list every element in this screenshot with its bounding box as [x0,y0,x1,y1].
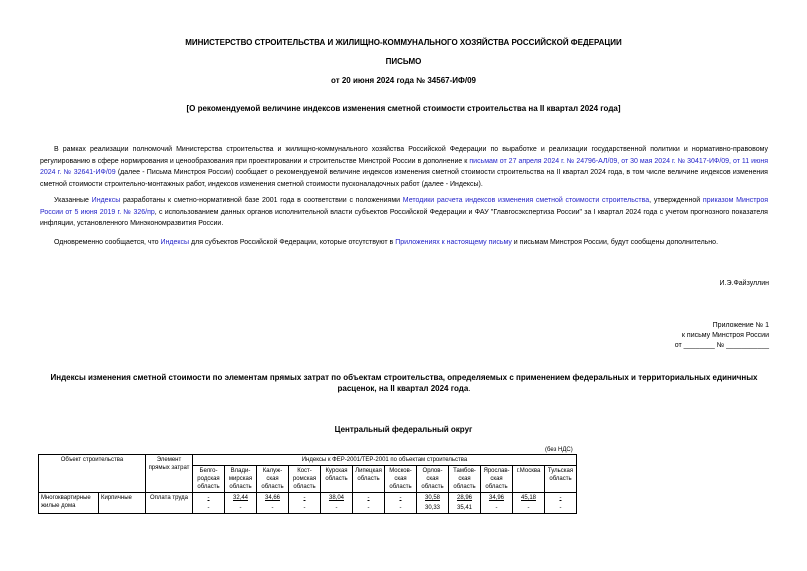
para2-text-3: , утвержденной [649,197,703,204]
doc-subject: [О рекомендуемой величине индексов изменения сметной стоимости строительства на II квартал 2024 года] [186,104,621,113]
value-cell: - [193,493,225,504]
value-cell: 32,44 [225,493,257,504]
doc-date-number: от 20 июня 2024 года № 34567-ИФ/09 [331,76,476,85]
value-cell: 30,58 [417,493,449,504]
district-heading: Центральный федеральный округ [334,425,473,434]
value-cell: - [353,493,385,504]
value-cell: - [385,503,417,514]
row-object: Многоквартирные жилые дома [39,493,99,514]
value-cell: - [385,493,417,504]
value-cell: 45,18 [513,493,545,504]
value-cell: - [321,503,353,514]
header-region: Влади-мирская область [225,466,257,493]
header-region: Калуж-ская область [257,466,289,493]
header-group: Индексы к ФЕР-2001/ТЕР-2001 по объектам строительства [193,455,577,466]
doc-type: ПИСЬМО [385,57,422,66]
value-cell: 34,66 [257,493,289,504]
para3-text-2: для субъектов Российской Федерации, которые отсутствуют в [189,239,396,246]
header-region: Кост-ромская область [289,466,321,493]
header-region: Липецкая область [353,466,385,493]
header-region: Москов-ская область [385,466,417,493]
indices-link-2[interactable]: Индексы [160,239,190,246]
value-cell: - [545,503,577,514]
appendix-line-1: Приложение № 1 [712,322,769,329]
para1-text-1: В рамках реализации полномочий Министерства строительства и жилищно-коммунального хозяйства Российской Федерации по выработке и реализации государственной политики и нормативно-правовому регулированию в сфере нормирования и ценообразования при проектировании и строительстве Минстрой России в дополнение к [40,146,768,165]
table-title [40,372,768,394]
appendices-link[interactable]: Приложениях к настоящему письму [395,239,512,246]
header-region: Белго-родская область [193,466,225,493]
value-cell: - [257,503,289,514]
value-cell: 30,33 [417,503,449,514]
row-material: Кирпичные [99,493,146,514]
para1-text-2: (далее - Письма Минстроя России) сообщает о рекомендуемой величине индексов изменения сметной стоимости строительства на II квартал 2024 года, в том числе величине индексов изменения сметной стоимости строительно-монтажных работ, индексов изменения сметной стоимости пусконаладочных работ (далее - Индексы). [40,169,768,188]
order-link[interactable]: приказом Минстроя России от 5 июня 2019 г. № 326/пр [40,197,769,216]
header-region: Ярослав-ская область [481,466,513,493]
table-title-end: . [468,384,471,393]
value-cell: - [289,493,321,504]
table-row [39,493,577,504]
value-cell: 34,96 [481,493,513,504]
index-table [38,454,577,514]
vat-note: (без НДС) [545,447,573,453]
value-cell: - [545,493,577,504]
appendix-block [609,321,769,351]
paragraph-2 [40,195,768,230]
header-region: Курская область [321,466,353,493]
paragraph-3 [40,237,768,249]
header-object: Объект строительства [39,455,146,493]
row-element: Оплата труда [146,493,193,514]
header-region: Орлов-ская область [417,466,449,493]
para3-text-3: и письмам Минстроя России, будут сообщены дополнительно. [511,239,719,246]
para3-text-1: Одновременно сообщается, что [54,239,161,246]
header-element: Элемент прямых затрат [146,455,193,493]
para2-text-4: , с использованием данных органов исполнительной власти субъектов Российской Федерации и ФАУ "Главгосэкспертиза России" за I квартал 2024 года с учетом прогнозного показателя инфляции, установленного Минэкономразвития России. [40,208,768,227]
header-region: Тамбов-ская область [449,466,481,493]
value-cell: 28,96 [449,493,481,504]
signature: И.Э.Файзуллин [719,280,769,287]
value-cell: 35,41 [449,503,481,514]
letters-link[interactable]: письмам от 27 апреля 2024 г. № 24796-АЛ/09, от 30 мая 2024 г. № 30417-ИФ/09, от 11 июня 2024 г. № 32641-ИФ/09 [40,157,769,176]
methodology-link[interactable]: Методики расчета индексов изменения сметной стоимости строительства [402,197,650,204]
appendix-line-2: к письму Минстроя России [681,332,769,339]
value-cell: - [193,503,225,514]
value-cell: - [513,503,545,514]
indices-link[interactable]: Индексы [91,197,121,204]
table-header-row-1 [39,455,577,466]
value-cell: 38,04 [321,493,353,504]
value-cell: - [481,503,513,514]
para2-text-2: разработаны к сметно-нормативной базе 2001 года в соответствии с положениями [120,197,403,204]
value-cell: - [289,503,321,514]
value-cell: - [353,503,385,514]
header-region: Тульская область [545,466,577,493]
para2-text-1: Указанные [54,197,92,204]
ministry-heading: МИНИСТЕРСТВО СТРОИТЕЛЬСТВА И ЖИЛИЩНО-КОММУНАЛЬНОГО ХОЗЯЙСТВА РОССИЙСКОЙ ФЕДЕРАЦИИ [185,38,622,47]
table-title-text: Индексы изменения сметной стоимости по элементам прямых затрат по объектам строительства, определяемых с применением федеральных и территориальных единичных расценок, на II квартал 2024 года [50,373,758,393]
paragraph-1 [40,144,768,190]
appendix-line-3: от ________ № ___________ [674,342,769,349]
header-region: г.Москва [513,466,545,493]
value-cell: - [225,503,257,514]
